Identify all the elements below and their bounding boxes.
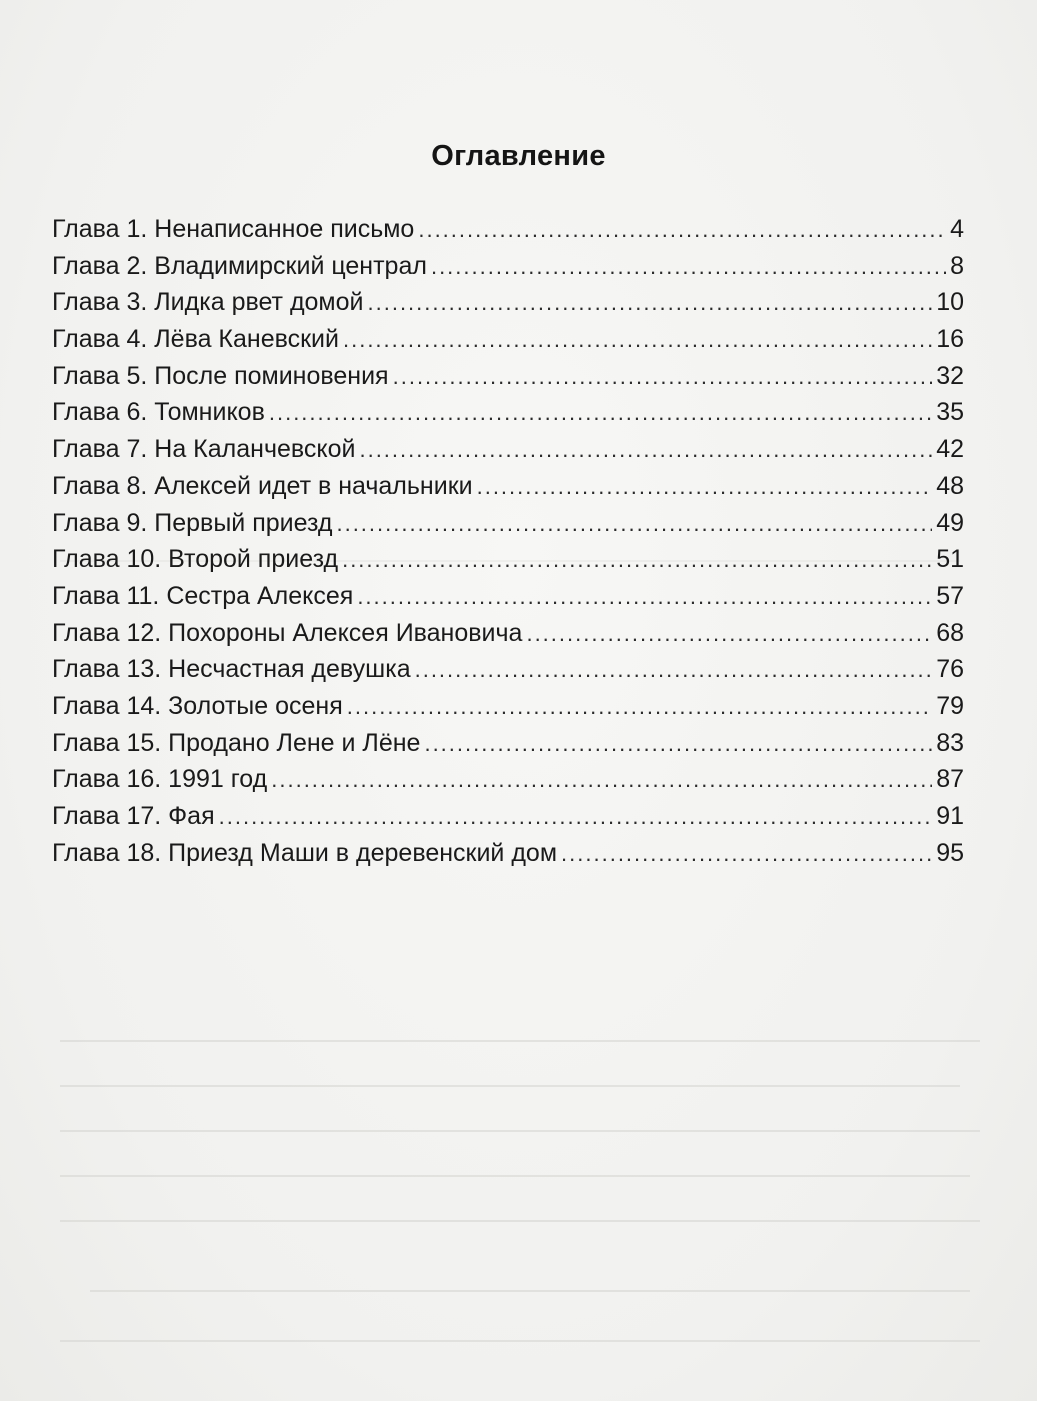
toc-page-number: 16 [936,325,964,354]
toc-dot-leader [269,395,932,432]
toc-dot-leader [357,579,932,616]
toc-page-number: 95 [936,838,964,867]
toc-page-number: 68 [936,618,964,647]
toc-row [52,725,964,762]
toc-dot-leader [271,762,932,799]
toc-chapter-title: Глава 5. После поминовения [52,361,389,390]
toc-dot-leader [424,726,932,763]
toc-dot-leader [342,542,932,579]
toc-dot-leader [336,506,932,543]
toc-page-number: 76 [936,655,964,684]
toc-dot-leader [219,799,933,836]
table-of-contents [52,211,964,871]
toc-dot-leader [526,616,932,653]
toc-page-number: 35 [936,398,964,427]
toc-page-number: 91 [936,802,964,830]
toc-page-number: 10 [936,288,964,317]
toc-row [52,798,964,835]
show-through-line [60,1220,980,1222]
toc-chapter-title: Глава 18. Приезд Маши в деревенский дом [52,838,558,867]
toc-chapter-title: Глава 12. Похороны Алексея Ивановича [52,618,523,647]
toc-chapter-title: Глава 7. На Каланчевской [52,435,356,464]
toc-dot-leader [359,432,932,469]
toc-dot-leader [393,359,933,396]
toc-dot-leader [347,689,932,726]
toc-dot-leader [431,249,946,286]
toc-chapter-title: Глава 10. Второй приезд [52,545,339,574]
toc-chapter-title: Глава 3. Лидка рвет домой [52,288,364,317]
toc-page-number: 57 [936,581,964,610]
toc-row [52,615,964,652]
show-through-line [60,1175,970,1177]
show-through-line [60,1340,980,1342]
show-through-line [60,1085,960,1087]
toc-chapter-title: Глава 16. 1991 год [52,765,268,794]
toc-chapter-title: Глава 14. Золотые осеня [52,691,343,720]
toc-chapter-title: Глава 13. Несчастная девушка [52,655,411,684]
toc-page-number: 42 [936,435,964,464]
toc-row [52,468,964,505]
toc-dot-leader [368,285,933,322]
toc-chapter-title: Глава 4. Лёва Каневский [52,325,339,354]
toc-chapter-title: Глава 15. Продано Лене и Лёне [52,728,421,757]
toc-chapter-title: Глава 17. Фая [52,802,215,830]
toc-page-number: 8 [950,251,964,280]
toc-row [52,541,964,578]
toc-row [52,394,964,431]
toc-dot-leader [418,212,946,249]
toc-dot-leader [415,652,933,689]
toc-row [52,688,964,725]
show-through-line [90,1290,970,1292]
toc-row [52,761,964,798]
toc-row [52,248,964,285]
toc-page-number: 49 [936,508,964,537]
toc-page-number: 51 [936,545,964,574]
show-through-line [60,1130,980,1132]
show-through-line [60,1040,980,1042]
toc-row [52,835,964,872]
toc-dot-leader [561,836,932,873]
toc-dot-leader [477,469,933,506]
toc-row [52,211,964,248]
toc-page-number: 4 [950,215,964,243]
toc-row [52,358,964,395]
toc-page-number: 48 [936,471,964,500]
toc-chapter-title: Глава 11. Сестра Алексея [52,581,354,610]
toc-dot-leader [343,322,932,359]
toc-row [52,321,964,358]
toc-chapter-title: Глава 6. Томников [52,398,265,427]
toc-page-number: 87 [936,765,964,794]
toc-row [52,431,964,468]
toc-row [52,505,964,542]
toc-page-number: 32 [936,361,964,390]
toc-row [52,578,964,615]
toc-row [52,284,964,321]
toc-page-number: 83 [936,728,964,757]
toc-row [52,651,964,688]
toc-chapter-title: Глава 1. Ненаписанное письмо [52,215,415,243]
toc-chapter-title: Глава 9. Первый приезд [52,508,333,537]
toc-chapter-title: Глава 8. Алексей идет в начальники [52,471,473,500]
page-title: Оглавление [431,140,606,172]
toc-chapter-title: Глава 2. Владимирский централ [52,251,427,280]
toc-page-number: 79 [936,691,964,720]
